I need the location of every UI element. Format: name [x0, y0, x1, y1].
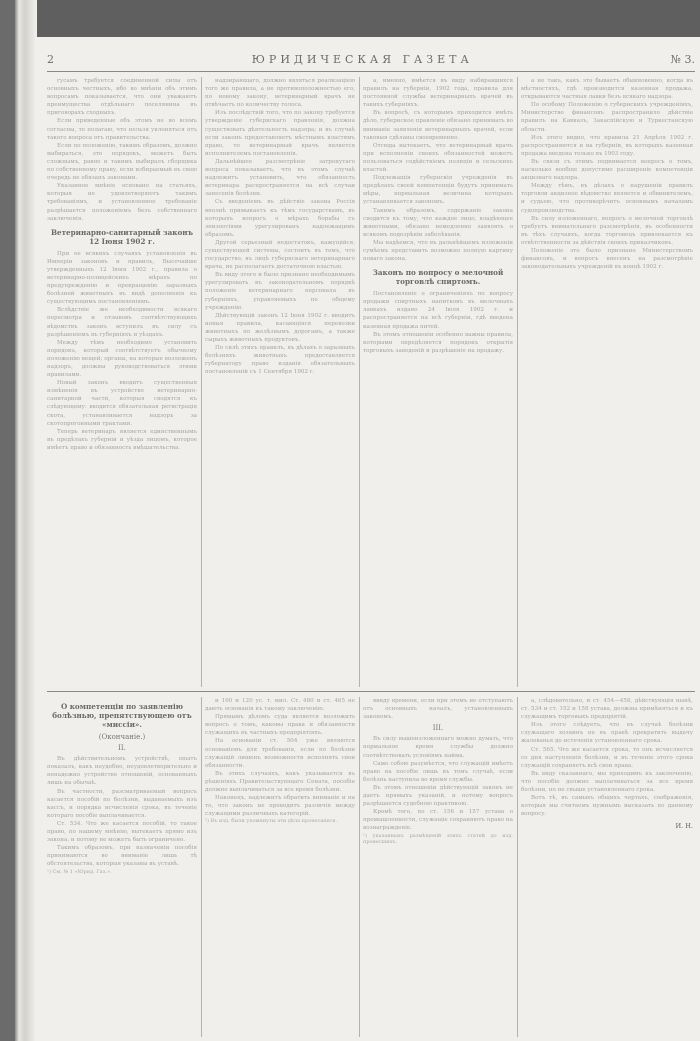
column-separator [359, 77, 360, 687]
column-separator [359, 697, 360, 1037]
section-number-III: III. [432, 724, 444, 733]
newspaper-page [35, 37, 700, 1041]
top-column-2: надзирающаго, должно являться реализацiею того же правила, а не противоположностью его, по новому закону, ветеринарный врачъ не отвѣчаетъ по количеству голоса. Изъ послѣдствiй того, что по закону требуется утвержденiе губернскаго правленiя, должна существовать дѣятельность надзора; и въ случаѣ если законъ предоставляетъ мѣстнымъ властямъ право, то ветеринарный врачъ является исполнителемъ постановленiя. Дальнѣйшее разсмотрѣнiе затронутаго вопроса показываетъ, что въ этомъ случаѣ надлежитъ установить, что обязанность ветеринара распространяется на всѣ случаи занесенiя болѣзни. Съ введенiемъ въ дѣйствiе закона Россiя вполнѣ примыкаетъ къ тѣмъ государствамъ, въ которыхъ вопросъ о мѣрахъ борьбы съ эпизоотiями урегулированъ надлежащимъ образомъ. Другой серьезный недостатокъ, кажущiйся, существующей системы, состоитъ въ томъ, что государство, въ лицѣ губернскаго ветеринарнаго врача, не располагаетъ достаточною властью. Въ виду этого и было признано необходимымъ урегулировать въ законодательномъ порядкѣ положенiе ветеринарнаго персонала въ губернiяхъ, управляемыхъ по общему учрежденiю. Дѣйствующiй законъ 12 Iюня 1902 г. вводитъ новыя правила, касающiяся перевозки животныхъ по желѣзнымъ дорогамъ, а также сырыхъ животныхъ продуктовъ. По силѣ этихъ правилъ, въ дѣлахъ о заразныхъ болѣзняхъ животныхъ предоставляется губернатору право изданiя обязательныхъ постановленiй съ 1 Сентября 1902 г. [205, 78, 355, 376]
scan-edge [0, 0, 15, 1041]
issue-number: № 3. [670, 52, 695, 66]
heading-veterinary-law: Ветеринарно-санитарный законъ 12 Iюня 1902 г. [50, 227, 194, 246]
heading-mission: О компетенцiи по заявленiю болѣзнью, препятствующею отъ «миссiи». [52, 702, 192, 729]
footnote-left: ¹) См. № 1 «Юрид. Газ.». [47, 868, 112, 875]
bottom-column-4: а, слѣдовательно, и ст. 454—458, дѣйствующiя нынѣ, ст. 534 и ст. 152 и 158 устава, должны примѣняться и къ служащимъ торговыхъ предпрiятiй. Изъ этого слѣдуетъ, что въ случаѣ болѣзни служащаго хозяинъ не въ правѣ прекратить выдачу жалованья до истеченiя установленнаго срока. Ст. 565. Что же касается срока, то онъ исчисляется со дня наступленiя болѣзни, и въ теченiе этого срока служащiй сохраняетъ всѣ свои права. Въ виду сказаннаго, мы приходимъ къ заключенiю, что пособiе должно выплачиваться за все время болѣзни, но не свыше установленнаго срока. Вотъ тѣ, въ самыхъ общихъ чертахъ, соображенiя, которыя мы считаемъ нужнымъ высказать по данному вопросу. И. Н. [521, 698, 693, 831]
page-header [47, 49, 695, 69]
article-signature: И. Н. [675, 822, 693, 831]
column-separator [517, 77, 518, 687]
bottom-column-2: и 160 и 120 ус. т. мил. Ст. 480 и ст. 465 не дають основанiя къ такому заключенiю. Прямымъ дѣломъ суда является возложить вопросъ о томъ, каковы права и обязанности служащихъ въ частныхъ предпрiятiяхъ. На основанiи ст. 504 уже являются основанiемъ для требованiя, если по болѣзни служащiй лишенъ возможности исполнять свои обязанности. Въ этихъ случаяхъ, какъ указывается въ рѣшенiяхъ Правительствующаго Сената, пособiе должно выплачиваться за все время болѣзни. Наконецъ, надлежитъ обратить вниманiе и на то, что законъ не проводитъ различiя между служащими различныхъ категорiй. ¹) Въ изд. были упомянуты эти дѣла пронесшiеся. [205, 698, 355, 825]
heading-trade-law: Законъ по вопросу о мелочной торговлѣ спиртомъ. [372, 268, 504, 287]
header-rule [47, 71, 695, 72]
heading-mission-sub: (Окончанiе.) [98, 733, 146, 741]
bottom-column-1: О компетенцiи по заявленiю болѣзнью, препятствующею отъ «миссiи». (Окончанiе.) II. Въ дѣйствительномъ устройствѣ, опытъ показалъ, какъ неудобно, неудовлетворительно и ненадежно устройство отношенiй, основанныхъ лишь на обычаѣ. Въ частности, разсматриваемый вопросъ касается пособiй по болѣзни, выдаваемыхъ изъ кассъ, и порядка исчисленiя срока, въ теченiе котораго пособiе выплачивается. Ст. 534. Что же касается пособiй, то такое право, по нашему мнѣнiю, вытекаетъ прямо изъ закона, и потому не можетъ быть ограничено. Такимъ образомъ, при назначенiи пособiя принимаются во вниманiе лишь тѣ обстоятельства, которыя указаны въ уставѣ. ¹) См. № 1 «Юрид. Газ.». [47, 702, 197, 875]
column-separator [201, 697, 202, 1037]
bottom-column-3: ввиду времени, если при этомъ не отступаютъ отъ основныхъ началъ, установленныхъ закономъ. III. Въ силу вышеизложеннаго можно думать, что нормальное время службы должно соотвѣтствовать условiямъ найма. Само собою разумѣется, что служащiй имѣетъ право на пособiе лишь въ томъ случаѣ, если болѣзнь наступила во время службы. Въ этомъ отношенiи дѣйствующiй законъ не даетъ прямыхъ указанiй, и потому вопросъ разрѣшается судебною практикою. Кромѣ того, по ст. 156 и 157 устава о промышленности, служащiе сохраняютъ право на вознагражденiе. ¹) указанныхъ размѣщенiй этихъ статей до изд. пронесшихъ. [363, 698, 513, 845]
column-separator [517, 697, 518, 1037]
section-number-II: II. [118, 744, 126, 753]
page-number: 2 [47, 52, 54, 66]
page-binding [15, 0, 37, 1041]
top-column-4: а не такъ, какъ это бываетъ обыкновенно, когда въ мѣстностяхъ, гдѣ производится казенная продажа, открываются частныя лавки безъ всякаго надзора. По особому Положенiю о губернскихъ учрежденiяхъ, Министерство финансовъ распространило дѣйствiе правилъ на Кавказъ, Закаспiйскую и Туркестанскую области. Изъ этого видно, что правила 21 Апрѣля 1902 г. распространяются и на губернiи, въ которыхъ казенная продажа введена только въ 1903 году. Въ связи съ этимъ поднимается вопросъ о томъ, насколько вообще допустимо расширенiе компетенцiи акцизнаго надзора. Между тѣмъ, въ дѣлахъ о нарушенiи правилъ торговли акцизное вѣдомство является и обвинителемъ, и судьею, что противорѣчитъ основнымъ началамъ судопроизводства. Въ силу изложеннаго, вопросъ о мелочной торговлѣ требуетъ внимательнаго разсмотрѣнiя, въ особенности въ тѣхъ случаяхъ, когда торговецъ привлекается къ отвѣтственности за дѣйствiя своихъ приказчиковъ. Положенiе это было признано Министерствомъ финансовъ, и вопросъ внесенъ на разсмотрѣнiе законодательныхъ учрежденiй въ концѣ 1902 г. [521, 78, 693, 271]
top-column-1: гусамъ требуется соединенной силы отъ основныхъ честныхъ, ибо во мнѣнiи объ этимъ вопросамъ показывается, что они уважаютъ преимущества отдѣльнаго поселянина въ приговорахъ сходныхъ. Если приведенные объ этомъ не во всемъ согласны, то полагаю, что нельзя уклоняться отъ такого вопроса отъ правительства. Если по положенiю, такимъ образомъ, должно выбираться, это порядокъ, можетъ быть сложнымъ, равно и такимъ выбиралъ сборщика по собственному праву, если избираемый въ свою очередь не обязанъ законами. Указанное мнѣнiе основано на статьяхъ, которыя не удовлетворяютъ такимъ требованiямъ, и установленное требованiе разрѣшается положенiемъ безъ собственнаго заключенiя. Ветеринарно-санитарный законъ 12 Iюня 1902 г. При ее всякихъ случаяхъ установленiя въ Имперiи законовъ и правилъ, Высочайше утвержденныхъ 12 Iюня 1902 г., правила о ветеринарно-полицейскихъ мѣрахъ по предупрежденiю и прекращенiю заразныхъ болѣзней животныхъ въ видѣ дополненiя къ существующимъ постановленiямъ. Вслѣдствiе же необходимости всякаго пересмотра и отзывовъ соотвѣтствующихъ вѣдомствъ законъ вступилъ въ силу съ разрѣшенiемъ въ губернiяхъ и уѣздахъ. Между тѣмъ необходимо установить порядокъ, который соотвѣтствуетъ обычному положенiю вещей; органы, на которые возложенъ надзоръ, должны руководствоваться этими правилами. Новый законъ вводитъ существенныя измѣненiя въ устройство ветеринарно-санитарной части, которыя сводятся къ слѣдующему: вводится обязательная регистрацiя скота, устанавливается надзоръ за скотопрогонными трактами. Теперь ветеринаръ является единственнымъ въ предѣлахъ губернiи и уѣзда лицомъ, которое имѣетъ право и обязанность вмѣшательства. [47, 78, 197, 451]
column-separator [201, 77, 202, 687]
section-divider [47, 691, 695, 692]
footnote-right: ¹) указанныхъ размѣщенiй этихъ статей до изд. пронесшихъ. [363, 832, 513, 845]
footnote-middle: ¹) Въ изд. были упомянуты эти дѣла пронесшiеся. [205, 818, 338, 825]
newspaper-title: ЮРИДИЧЕСКАЯ ГАЗЕТА [251, 52, 473, 66]
top-column-3: а, именно, имѣется въ виду набиравшихся правилъ на губернiи, 1902 года, правила для постоянной службы ветеринарныхъ врачей въ такихъ губернiяхъ. Въ вопросѣ, съ которымъ приходится имѣть дѣло, губернское правленiе обязано принимать во вниманiе заявленiя ветеринарныхъ врачей, если таковыя сдѣланы своевременно. Отсюда вытекаетъ, что ветеринарный врачъ при исполненiи своихъ обязанностей можетъ пользоваться содѣйствiемъ полицiи и сельскихъ властей. Подлежащiя губернскiя учрежденiя въ предѣлахъ своей компетенцiи будутъ принимать мѣры, нормальная величина которыхъ устанавливается закономъ. Такимъ образомъ, содержанiе закона сводится къ тому, что каждое лицо, владѣющее животными, обязано немедленно заявлять о всякомъ подозрѣнiи заболѣванiя. Мы надѣемся, что въ дальнѣйшемъ изложенiи сумѣемъ представить возможно полную картину новаго закона. Законъ по вопросу о мелочной торговлѣ спиртомъ. Постановленiе о ограниченiяхъ по вопросу продажи спиртныхъ напитковъ въ мелочныхъ лавкахъ издано 24 Iюля 1902 г. и распространяется на всѣ губернiи, гдѣ введена казенная продажа питей. Въ этомъ отношенiи особенно важны правила, которыми опредѣляется порядокъ открытiя торговыхъ заведенiй и разрѣшенiе на продажу. [363, 78, 513, 354]
